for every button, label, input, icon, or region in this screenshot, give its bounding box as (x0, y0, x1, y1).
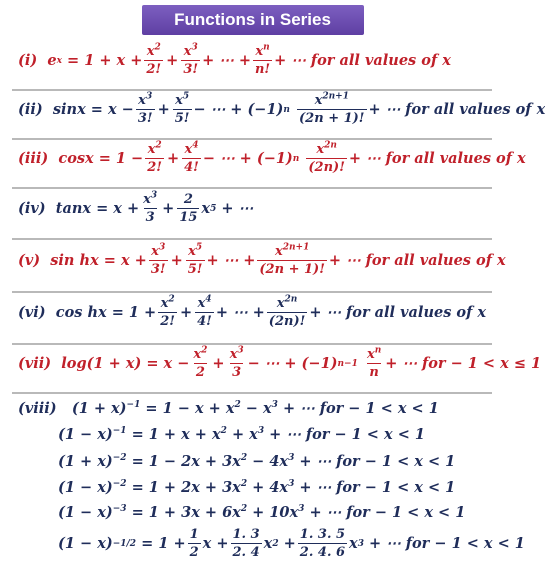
series-binomial-line-5: $(1 - x)^{-3} = 1 + 3x + 6x^2 + 10x^3$ + ⋯ for − 1 < x < 1 (58, 504, 466, 521)
tail: + ⋯ for − 1 < x ≤ 1 (385, 355, 542, 372)
lhs: cos hx = 1 + (55, 304, 157, 321)
mid: − ⋯ + (−1) (193, 101, 284, 118)
fraction: $\frac{x^n}{n!}$ (254, 42, 271, 77)
tail: + ⋯ for all values of x (368, 101, 545, 118)
page-title: Functions in Series (142, 5, 364, 35)
series-exponential: (i) e x = 1 + x + $\frac{x^2}{2!}$ + $\frac{x^3}{3!}$ + ⋯ + $\frac{x^n}{n!}$ + ⋯ for all values of x (18, 42, 451, 77)
eq: = 1 + x + (67, 52, 143, 69)
mid: + ⋯ + (202, 52, 251, 69)
tail: + ⋯ for all values of x (309, 304, 487, 321)
divider (12, 291, 492, 293)
fraction: $\frac{1. 3. 5}{2. 4. 6}$ (299, 527, 346, 560)
mid: − ⋯ + (−1) (247, 355, 338, 372)
series-binomial-line-3: $(1 + x)^{-2} = 1 - 2x + 3x^2 - 4x^3$ + ⋯ for − 1 < x < 1 (58, 453, 456, 470)
tail: + ⋯ for all values of x (348, 150, 526, 167)
fraction: $\frac{x^2}{2}$ (193, 345, 208, 380)
label: (i) (18, 52, 38, 69)
divider (12, 89, 492, 91)
label: (ii) (18, 101, 43, 118)
label: (vi) (18, 304, 46, 321)
divider (12, 392, 492, 394)
lhs: sin hx = x + (50, 252, 147, 269)
series-tangent: (iv) tanx = x + $\frac{x^3}{3}$ + $\frac{2}{15}$ x 5 + ⋯ (18, 190, 254, 225)
series-cosine: (iii) cosx = 1 − $\frac{x^2}{2!}$ + $\frac{x^4}{4!}$ − ⋯ + (−1) n $\frac{x^{2n}}{(2n)!}$ + ⋯ for all values of x (18, 140, 526, 175)
fraction: $\frac{x^2}{2!}$ (147, 140, 162, 175)
lhs: e (47, 52, 57, 69)
fraction: $\frac{x^2}{2!}$ (146, 42, 162, 77)
series-binomial-line-4: $(1 - x)^{-2} = 1 + 2x + 3x^2 + 4x^3$ + ⋯ for − 1 < x < 1 (58, 479, 456, 496)
series-sinh: (v) sin hx = x + $\frac{x^3}{3!}$ + $\frac{x^5}{5!}$ + ⋯ + $\frac{x^{2n+1}}{(2n + 1)!}$ + ⋯ for all values of x (18, 242, 506, 277)
fraction: $\frac{x^{2n+1}}{(2n + 1)!}$ (299, 91, 365, 126)
fraction: $\frac{x^{2n}}{(2n)!}$ (308, 140, 345, 175)
fraction: $\frac{1. 3}{2. 4}$ (232, 527, 260, 560)
label: (v) (18, 252, 41, 269)
fraction: $\frac{x^5}{5!}$ (174, 91, 190, 126)
divider (12, 138, 492, 140)
series-log: (vii) log(1 + x) = x − $\frac{x^2}{2}$ + $\frac{x^3}{3}$ − ⋯ + (−1) n−1 $\frac{x^n}{n}$ + ⋯ for − 1 < x ≤ 1 (18, 345, 542, 380)
fraction: $\frac{x^3}{3}$ (229, 345, 244, 380)
lhs: sinx = x − (52, 101, 134, 118)
lhs: cosx = 1 − (58, 150, 144, 167)
series-binomial-line-1: (viii) $(1 + x)^{-1} = 1 - x + x^2 - x^3$ + ⋯ for − 1 < x < 1 (18, 400, 439, 417)
tail: + ⋯ (221, 200, 254, 217)
label: (iii) (18, 150, 49, 167)
series-cosh: (vi) cos hx = 1 + $\frac{x^2}{2!}$ + $\frac{x^4}{4!}$ + ⋯ + $\frac{x^{2n}}{(2n)!}$ + ⋯ for all values of x (18, 294, 487, 329)
fraction: $\frac{x^5}{5!}$ (187, 242, 203, 277)
fraction: $\frac{x^3}{3!}$ (183, 42, 199, 77)
fraction: $\frac{x^n}{n}$ (366, 345, 382, 380)
divider (12, 343, 492, 345)
series-binomial-line-6: (1 − x) −1/2 = 1 + $\frac{1}{2}$ x + $\frac{1. 3}{2. 4}$ x 2 + $\frac{1. 3. 5}{2. 4. 6}$ x 3 + ⋯ for − 1 < x < 1 (58, 527, 525, 560)
label: (vii) (18, 355, 52, 372)
label: (viii) (18, 400, 57, 417)
lhs: tanx = x + (55, 200, 140, 217)
mid: + ⋯ + (215, 304, 265, 321)
fraction: $\frac{x^4}{4!}$ (197, 294, 212, 329)
lhs: log(1 + x) = x − (61, 355, 190, 372)
mid: − ⋯ + (−1) (202, 150, 293, 167)
fraction: $\frac{2}{15}$ (179, 192, 198, 225)
fraction: $\frac{x^2}{2!}$ (160, 294, 175, 329)
fraction: $\frac{x^4}{4!}$ (184, 140, 199, 175)
series-binomial-line-2: $(1 - x)^{-1} = 1 + x + x^2 + x^3$ + ⋯ for − 1 < x < 1 (58, 426, 425, 443)
title-banner (0, 5, 505, 35)
fraction: $\frac{1}{2}$ (189, 527, 199, 560)
fraction: $\frac{x^{2n+1}}{(2n + 1)!}$ (259, 242, 325, 277)
fraction: $\frac{x^3}{3!}$ (150, 242, 166, 277)
fraction: $\frac{x^3}{3}$ (143, 190, 158, 225)
series-sine: (ii) sinx = x − $\frac{x^3}{3!}$ + $\frac{x^5}{5!}$ − ⋯ + (−1) n $\frac{x^{2n+1}}{(2n + 1)!}$ + ⋯ for all values of x (18, 91, 545, 126)
tail: + ⋯ for all values of x (328, 252, 506, 269)
divider (12, 187, 492, 189)
mid: + ⋯ + (206, 252, 256, 269)
label: (iv) (18, 200, 46, 217)
divider (12, 238, 492, 240)
tail: + ⋯ for all values of x (274, 52, 451, 69)
fraction: $\frac{x^3}{3!}$ (137, 91, 153, 126)
fraction: $\frac{x^{2n}}{(2n)!}$ (268, 294, 306, 329)
